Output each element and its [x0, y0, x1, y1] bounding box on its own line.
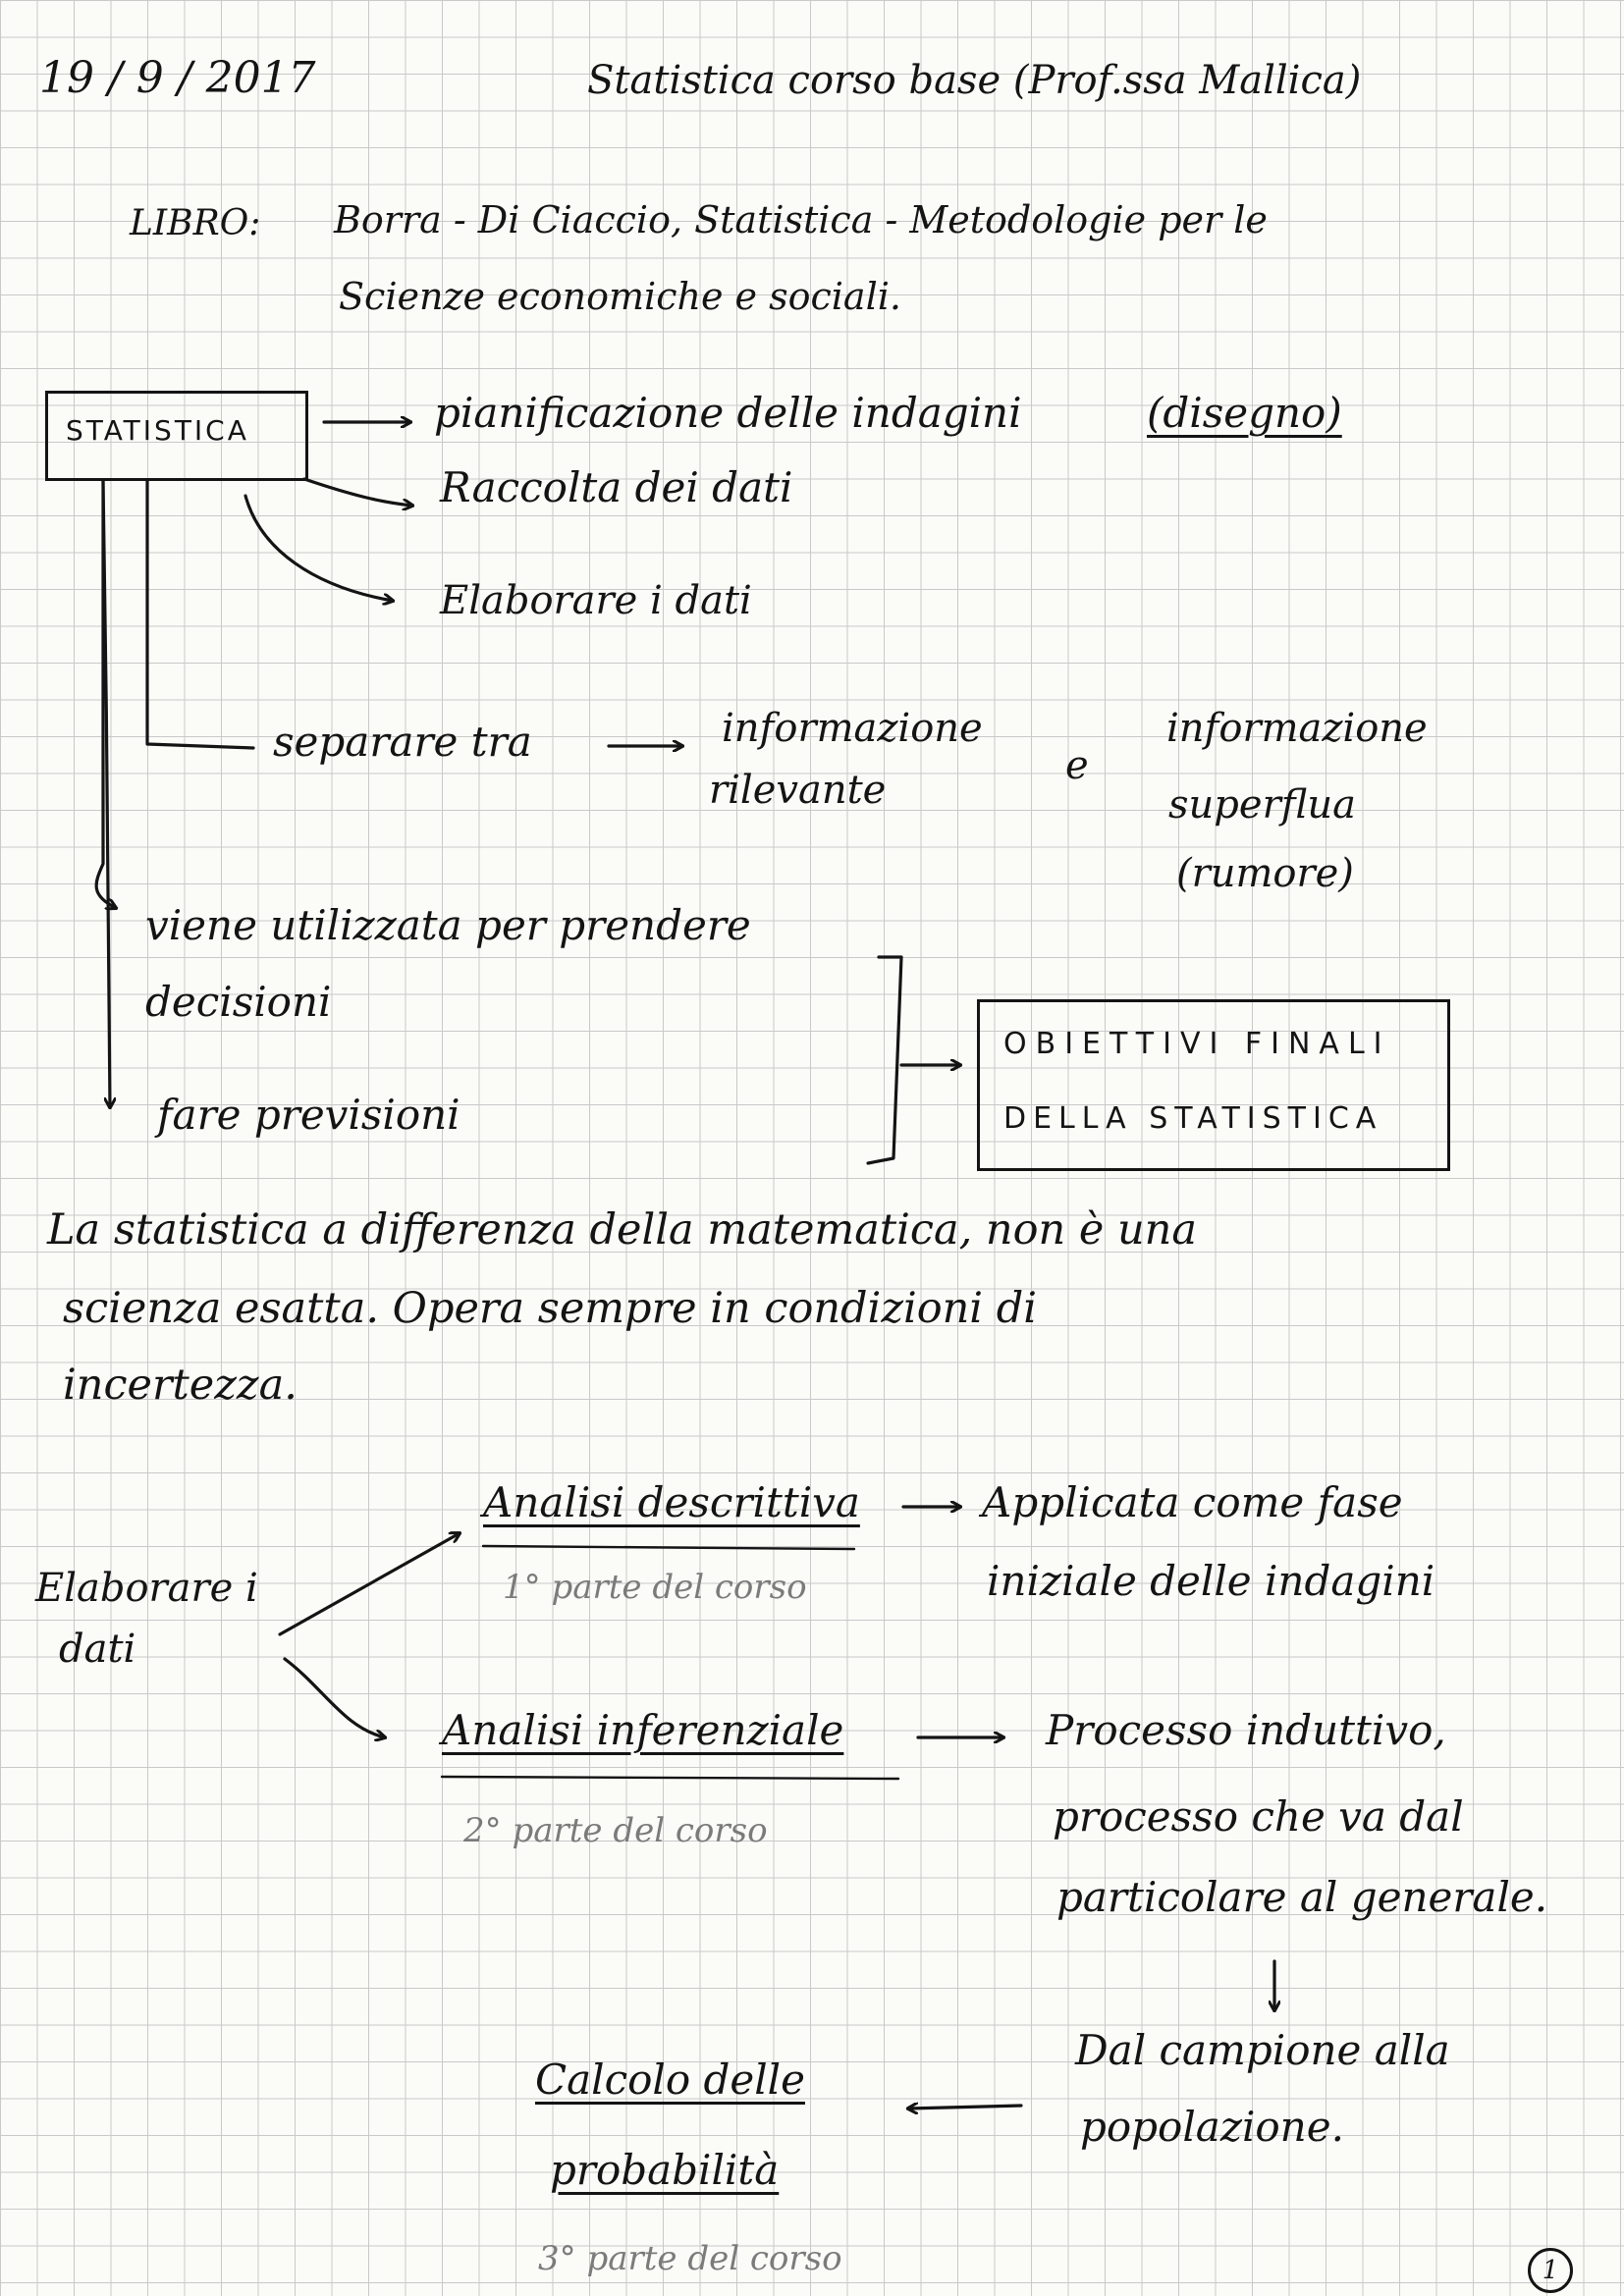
calcolo-line-2: probabilità: [550, 2146, 780, 2194]
info-superflua-1: informazione: [1166, 706, 1428, 751]
descrittiva-desc-1: Applicata come fase: [982, 1478, 1403, 1526]
analisi-descrittiva: Analisi descrittiva: [483, 1478, 860, 1526]
page-number: 1: [1528, 2248, 1573, 2293]
inferenziale-desc-1: Processo induttivo,: [1046, 1706, 1446, 1754]
branch-disegno: (disegno): [1147, 389, 1342, 437]
info-superflua-2: superflua: [1168, 782, 1356, 828]
arrow-to-inferenziale: [285, 1659, 385, 1737]
objectives-line-2: DELLA STATISTICA: [1003, 1101, 1383, 1136]
separare-label: separare tra: [273, 718, 532, 766]
calcolo-note: 3° parte del corso: [538, 2239, 842, 2278]
branch-pianificazione: pianificazione delle indagini: [434, 389, 1022, 437]
analisi-inferenziale: Analisi inferenziale: [442, 1706, 844, 1754]
elaborare-label-2: dati: [59, 1627, 136, 1672]
elaborare-label-1: Elaborare i: [35, 1566, 258, 1611]
note-line-2: scienza esatta. Opera sempre in condizioni di: [63, 1284, 1038, 1333]
book-line-1: Borra - Di Ciaccio, Statistica - Metodologie per le: [334, 198, 1268, 241]
statistica-label: STATISTICA: [66, 414, 249, 447]
note-line-1: La statistica a differenza della matematica, non è una: [47, 1205, 1198, 1255]
arrow-to-raccolta: [304, 479, 412, 506]
inferenziale-desc-2: processo che va dal: [1053, 1792, 1464, 1841]
note-line-3: incertezza.: [63, 1361, 298, 1410]
descrittiva-note: 1° parte del corso: [503, 1568, 807, 1607]
campione-line-2: popolazione.: [1080, 2103, 1344, 2151]
info-superflua-3: (rumore): [1176, 851, 1354, 896]
calcolo-line-1: Calcolo delle: [535, 2056, 805, 2104]
use-decisioni-1: viene utilizzata per prendere: [145, 901, 751, 949]
inferenziale-desc-3: particolare al generale.: [1056, 1873, 1548, 1921]
book-line-2: Scienze economiche e sociali.: [339, 275, 901, 318]
line-to-separare: [147, 481, 253, 748]
arrow-to-elaborare: [245, 496, 393, 601]
objectives-line-1: OBIETTIVI FINALI: [1003, 1027, 1391, 1061]
date: 19 / 9 / 2017: [39, 53, 316, 103]
branch-raccolta: Raccolta dei dati: [440, 463, 793, 511]
and-label: e: [1065, 743, 1089, 788]
arrow-to-descrittiva: [280, 1533, 460, 1634]
book-label: LIBRO:: [130, 203, 261, 243]
inferenziale-note: 2° parte del corso: [463, 1811, 768, 1850]
use-decisioni-2: decisioni: [145, 978, 332, 1026]
course-title: Statistica corso base (Prof.ssa Mallica): [587, 58, 1362, 103]
bracket: [868, 957, 901, 1163]
info-rilevante-1: informazione: [722, 706, 983, 751]
branch-elaborare: Elaborare i dati: [440, 578, 752, 623]
arrow-to-calcolo: [908, 2106, 1021, 2109]
use-previsioni: fare previsioni: [157, 1091, 460, 1139]
campione-line-1: Dal campione alla: [1075, 2026, 1450, 2074]
descrittiva-desc-2: iniziale delle indagini: [987, 1557, 1435, 1605]
info-rilevante-2: rilevante: [709, 768, 887, 813]
